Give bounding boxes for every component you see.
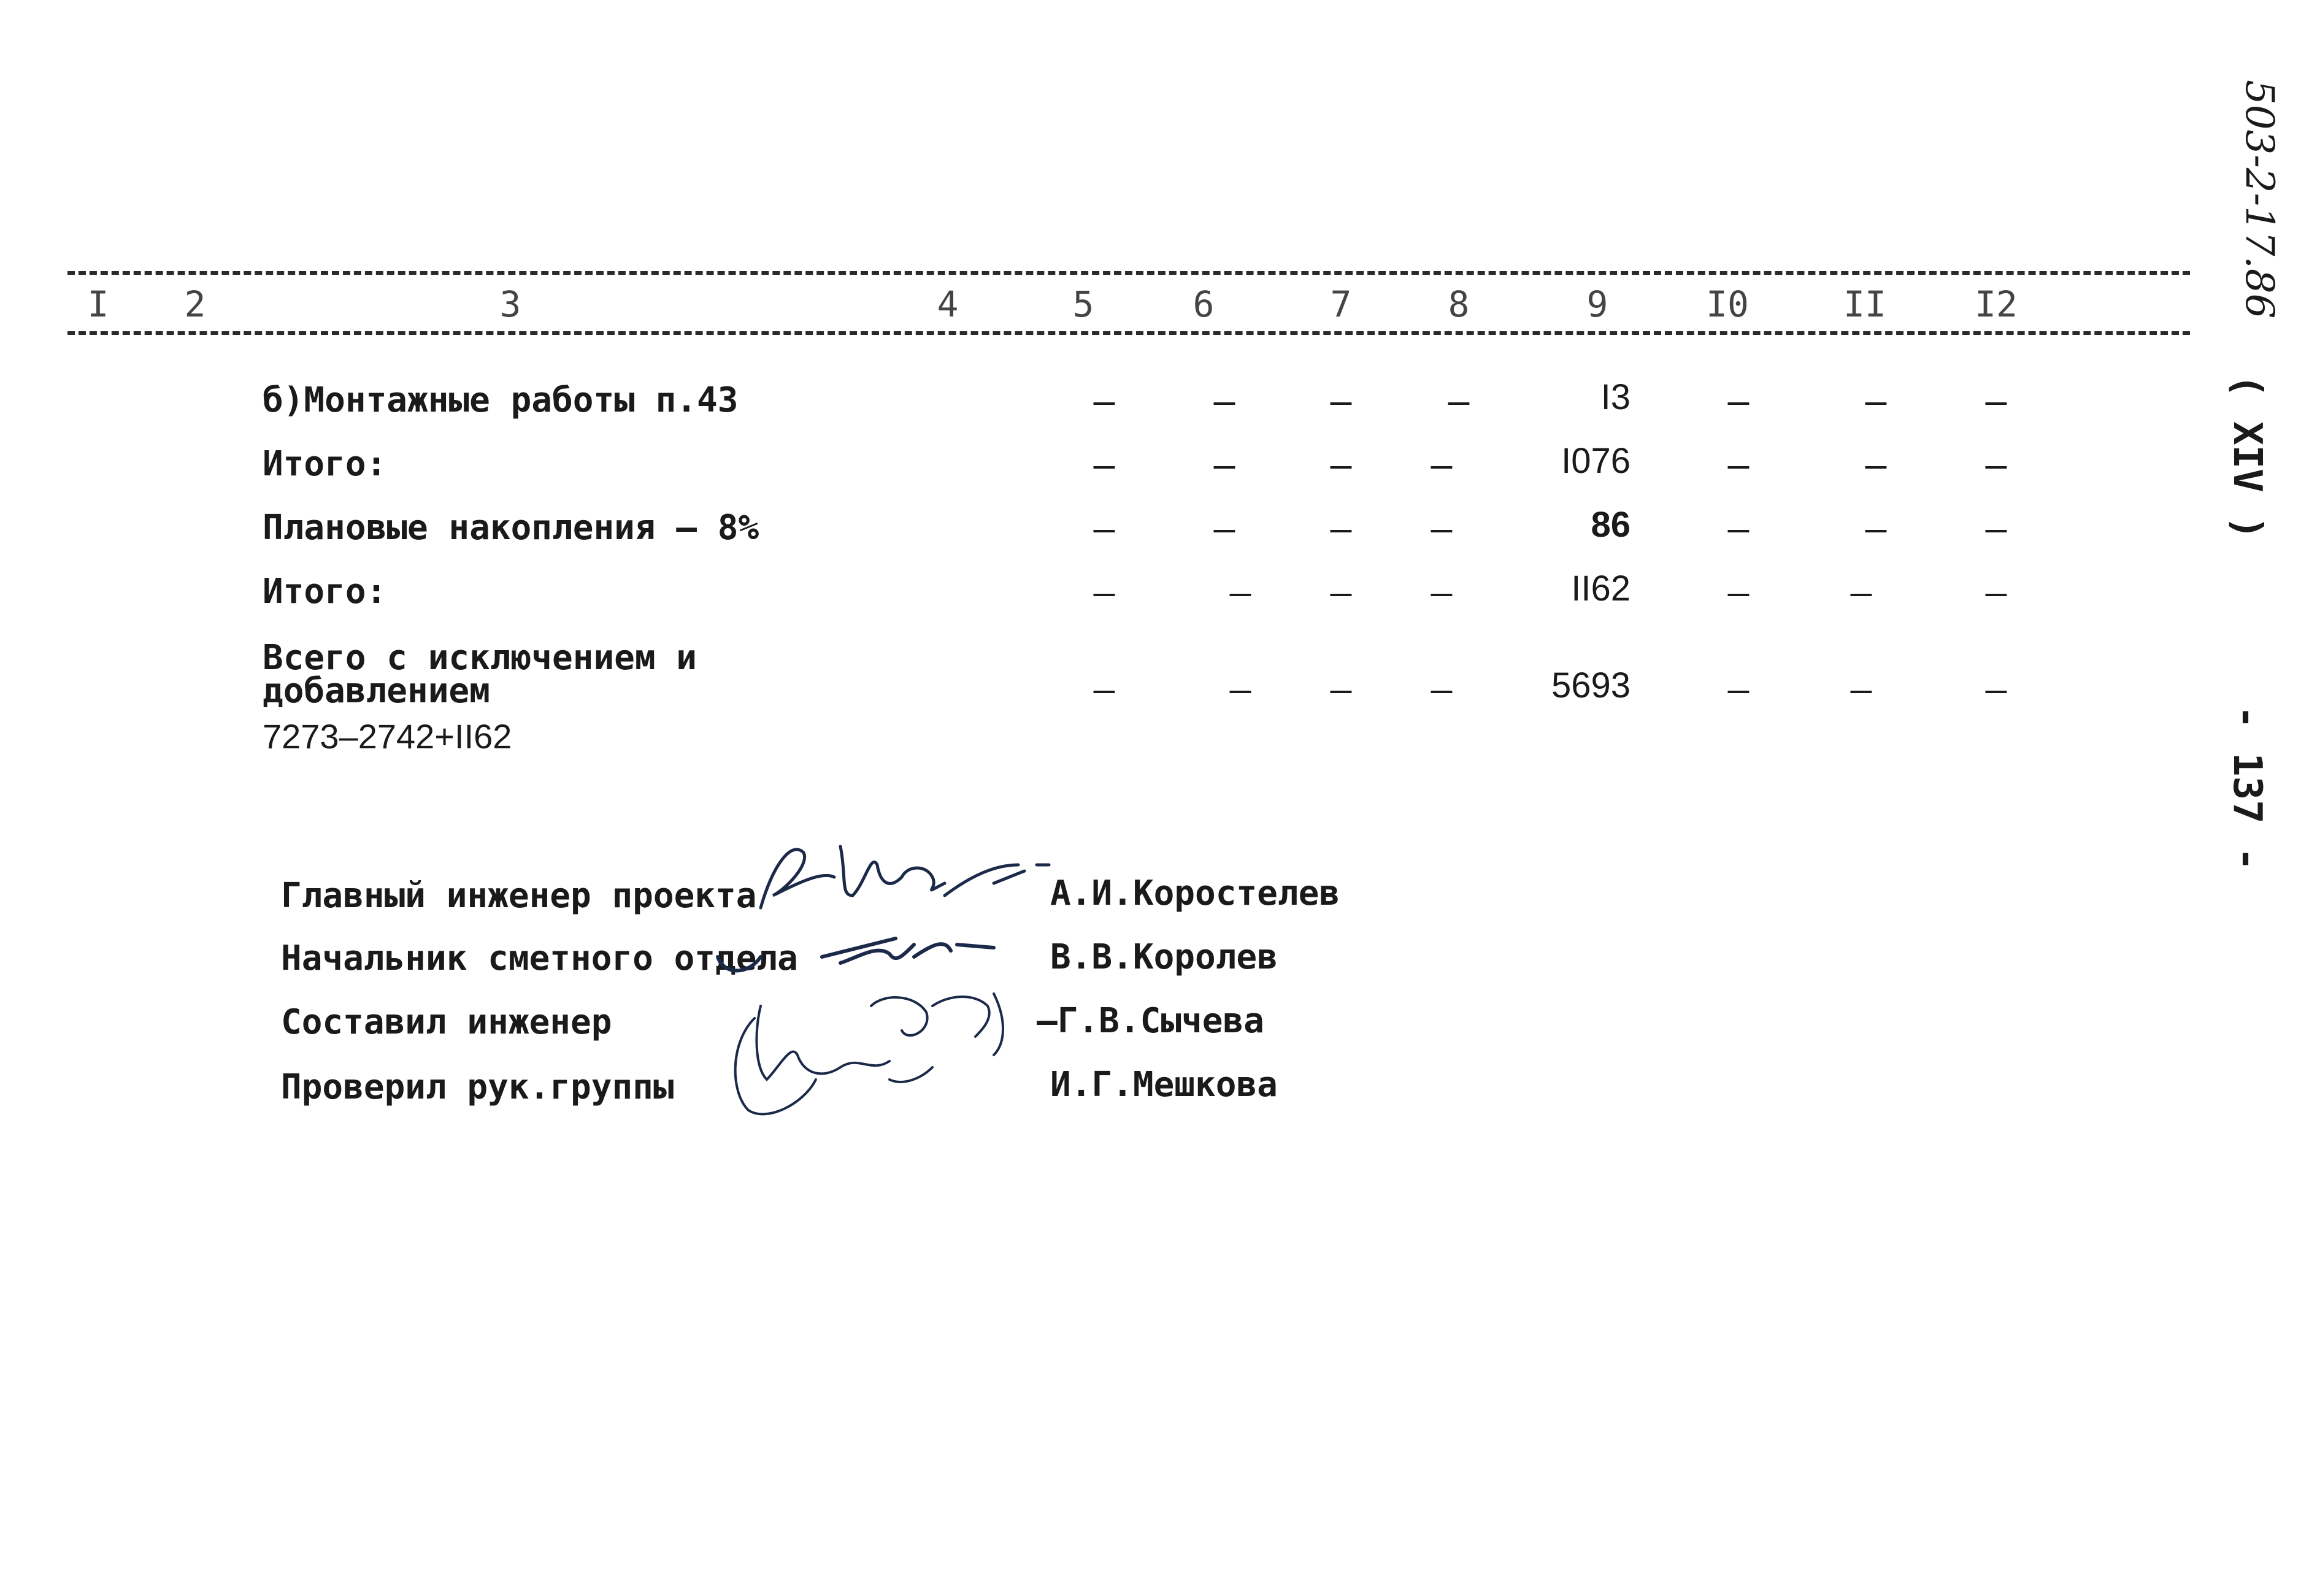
column-header: 2 bbox=[184, 283, 206, 325]
table-cell: – bbox=[1985, 508, 2007, 550]
column-header: I bbox=[87, 283, 109, 325]
table-cell: – bbox=[1431, 508, 1453, 550]
table-cell: – bbox=[1229, 572, 1251, 613]
table-cell: – bbox=[1727, 572, 1750, 613]
column-header: II bbox=[1843, 283, 1886, 325]
table-cell: – bbox=[1727, 669, 1750, 710]
table-cell: – bbox=[1213, 508, 1235, 550]
signatory-name: А.И.Коростелев bbox=[1050, 873, 1340, 913]
table-cell: – bbox=[1330, 508, 1352, 550]
table-cell: – bbox=[1431, 572, 1453, 613]
signatory-title: Начальник сметного отдела bbox=[281, 938, 798, 978]
signatory-title: Главный инженер проекта bbox=[281, 876, 757, 916]
row-label: Итого: bbox=[263, 444, 387, 484]
table-cell: – bbox=[1213, 444, 1235, 486]
table-cell: – bbox=[1093, 380, 1115, 422]
column-header: 9 bbox=[1586, 283, 1608, 325]
column-header: I2 bbox=[1975, 283, 2018, 325]
signatory-name: –Г.В.Сычева bbox=[1037, 1001, 1264, 1041]
column-header: 6 bbox=[1193, 283, 1215, 325]
table-cell: – bbox=[1431, 444, 1453, 486]
row-label: б)Монтажные работы п.43 bbox=[263, 380, 739, 420]
table-cell: – bbox=[1865, 380, 1887, 422]
table-cell: – bbox=[1985, 380, 2007, 422]
handwritten-signature bbox=[718, 981, 1037, 1129]
table-cell: – bbox=[1093, 508, 1115, 550]
column-header: 4 bbox=[937, 283, 959, 325]
table-cell: – bbox=[1093, 572, 1115, 613]
signatory-title: Составил инженер bbox=[281, 1002, 612, 1042]
row-label: Итого: bbox=[263, 572, 387, 612]
handwritten-signature bbox=[712, 920, 1006, 988]
table-cell: – bbox=[1727, 444, 1750, 486]
table-cell-amount: 5693 bbox=[1551, 666, 1631, 705]
calculation-formula: 7273–2742+II62 bbox=[263, 717, 512, 756]
signatory-name: И.Г.Мешкова bbox=[1050, 1065, 1278, 1105]
table-cell: – bbox=[1865, 444, 1887, 486]
column-header: 3 bbox=[499, 283, 521, 325]
signatory-title: Проверил рук.группы bbox=[281, 1067, 674, 1107]
table-cell: – bbox=[1330, 669, 1352, 710]
table-cell-amount: II62 bbox=[1571, 569, 1631, 608]
table-cell: – bbox=[1431, 669, 1453, 710]
table-cell: – bbox=[1727, 380, 1750, 422]
table-cell: – bbox=[1865, 508, 1887, 550]
table-cell: – bbox=[1330, 380, 1352, 422]
handwritten-signature bbox=[748, 828, 1055, 920]
table-header-top-rule bbox=[67, 271, 2190, 275]
table-cell: – bbox=[1850, 669, 1872, 710]
table-cell: – bbox=[1850, 572, 1872, 613]
column-header: 8 bbox=[1448, 283, 1470, 325]
table-cell: – bbox=[1330, 444, 1352, 486]
table-cell: – bbox=[1213, 380, 1235, 422]
table-cell-amount: I3 bbox=[1600, 377, 1631, 417]
column-header: I0 bbox=[1706, 283, 1749, 325]
table-cell: – bbox=[1229, 669, 1251, 710]
table-cell: – bbox=[1985, 572, 2007, 613]
row-label: Плановые накопления – 8% bbox=[263, 508, 759, 548]
table-cell-amount: I076 bbox=[1561, 441, 1631, 481]
table-cell-amount: 86 bbox=[1591, 505, 1631, 545]
column-header: 5 bbox=[1072, 283, 1094, 325]
signatory-name: В.В.Королев bbox=[1050, 937, 1278, 977]
table-cell: – bbox=[1985, 444, 2007, 486]
table-cell: – bbox=[1985, 669, 2007, 710]
table-cell: – bbox=[1727, 508, 1750, 550]
table-cell: – bbox=[1093, 669, 1115, 710]
column-header: 7 bbox=[1330, 283, 1352, 325]
table-cell: – bbox=[1330, 572, 1352, 613]
row-label-line2: добавлением bbox=[263, 671, 490, 711]
document-code: 503-2-17.86 bbox=[2237, 80, 2282, 319]
row-label-line1: Всего с исключением и bbox=[263, 638, 697, 678]
volume-mark: ( XIV ) bbox=[2224, 374, 2270, 540]
table-cell: – bbox=[1093, 444, 1115, 486]
page-number: - 137 - bbox=[2224, 705, 2270, 871]
table-cell: – bbox=[1448, 380, 1470, 422]
table-header-bottom-rule bbox=[67, 331, 2190, 335]
